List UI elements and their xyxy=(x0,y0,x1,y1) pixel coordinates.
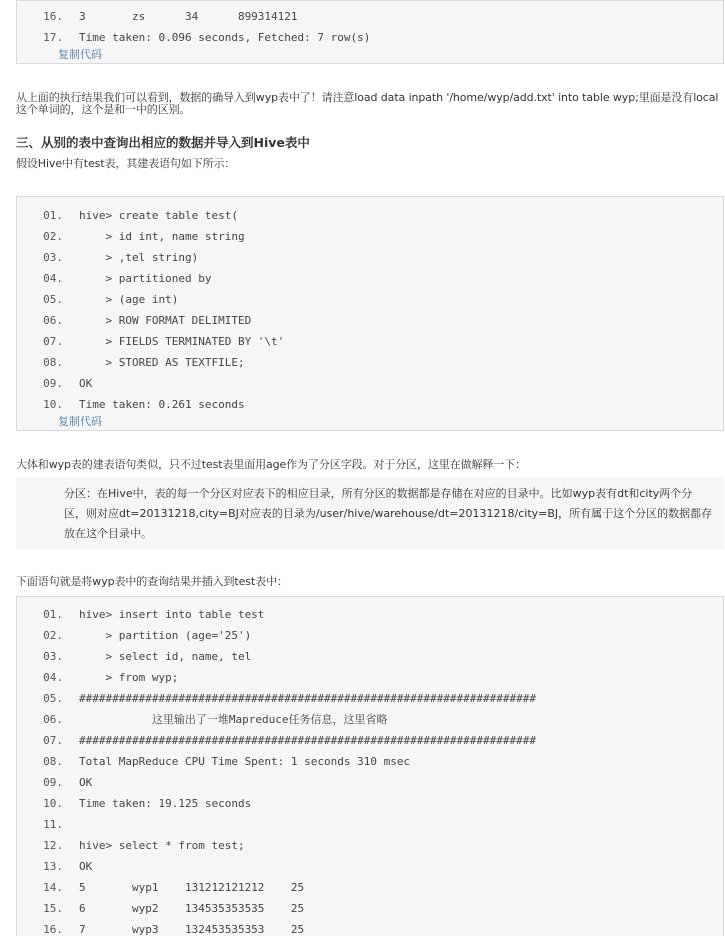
code-line xyxy=(17,898,723,919)
code-line xyxy=(17,352,723,373)
line-number: 17. xyxy=(43,31,63,44)
line-code: Total MapReduce CPU Time Spent: 1 seconds 310 msec xyxy=(79,755,411,768)
line-code: > ,tel string) xyxy=(79,251,199,264)
line-number: 02. xyxy=(43,629,63,642)
line-number: 07. xyxy=(43,734,63,747)
line-number: 15. xyxy=(43,902,63,915)
paragraph-result: 从上面的执行结果我们可以看到，数据的确导入到wyp表中了！请注意load data inpath '/home/wyp/add.txt' into table wyp;里面是没有local这个单词的，这个是和一中的区别。 xyxy=(16,91,719,116)
line-code: 3 zs 34 899314121 xyxy=(79,10,298,23)
code-lines xyxy=(17,604,723,936)
code-line xyxy=(17,688,723,709)
line-code: 7 wyp3 132453535353 25 xyxy=(79,923,305,936)
line-code: ##################################################################### xyxy=(79,692,536,705)
code-line xyxy=(17,646,723,667)
code-line xyxy=(17,247,723,268)
code-block-3 xyxy=(16,596,724,936)
code-line xyxy=(17,226,723,247)
code-line xyxy=(17,919,723,936)
line-number: 14. xyxy=(43,881,63,894)
code-line xyxy=(17,289,723,310)
copy-code-link[interactable]: 复制代码 xyxy=(58,48,102,61)
line-code: > from wyp; xyxy=(79,671,179,684)
line-number: 05. xyxy=(43,293,63,306)
line-code: > partition (age='25') xyxy=(79,629,252,642)
line-number: 04. xyxy=(43,671,63,684)
code-line xyxy=(17,835,723,856)
line-code: > partitioned by xyxy=(79,272,212,285)
code-line xyxy=(17,27,723,48)
line-number: 10. xyxy=(43,797,63,810)
line-code: hive> create table test( xyxy=(79,209,238,222)
code-line xyxy=(17,604,723,625)
code-line xyxy=(17,205,723,226)
code-line xyxy=(17,772,723,793)
line-number: 06. xyxy=(43,314,63,327)
line-code: OK xyxy=(79,377,93,390)
code-line xyxy=(17,6,723,27)
line-number: 02. xyxy=(43,230,63,243)
line-code: Time taken: 0.096 seconds, Fetched: 7 row(s) xyxy=(79,31,371,44)
line-number: 12. xyxy=(43,839,63,852)
code-line xyxy=(17,331,723,352)
line-number: 16. xyxy=(43,923,63,936)
line-code: 5 wyp1 131212121212 25 xyxy=(79,881,305,894)
code-line xyxy=(17,268,723,289)
code-block-1 xyxy=(16,0,724,64)
line-code: Time taken: 19.125 seconds xyxy=(79,797,252,810)
code-line xyxy=(17,751,723,772)
code-line xyxy=(17,625,723,646)
line-code: > ROW FORMAT DELIMITED xyxy=(79,314,252,327)
code-line xyxy=(17,814,723,835)
line-number: 05. xyxy=(43,692,63,705)
code-line xyxy=(17,394,723,415)
code-line xyxy=(17,877,723,898)
line-number: 01. xyxy=(43,608,63,621)
line-code: > FIELDS TERMINATED BY '\t' xyxy=(79,335,285,348)
code-line xyxy=(17,856,723,877)
line-number: 04. xyxy=(43,272,63,285)
line-number: 16. xyxy=(43,10,63,23)
code-block-2 xyxy=(16,196,724,431)
code-line xyxy=(17,793,723,814)
line-number: 03. xyxy=(43,650,63,663)
line-code: hive> insert into table test xyxy=(79,608,265,621)
code-lines xyxy=(17,205,723,415)
line-code: OK xyxy=(79,860,93,873)
line-code: 6 wyp2 134535353535 25 xyxy=(79,902,305,915)
line-code: > id int, name string xyxy=(79,230,245,243)
line-code xyxy=(63,814,723,835)
line-number: 09. xyxy=(43,377,63,390)
partition-quote: 分区：在Hive中，表的每一个分区对应表下的相应目录，所有分区的数据都是存储在对应的目录中。比如wyp表有dt和city两个分区，则对应dt=20131218,city=BJ对应表的目录为/user/hive/warehouse/dt=20131218/city=BJ，所有属于这个分区的数据都存放在这个目录中。 xyxy=(16,477,724,550)
code-line xyxy=(17,373,723,394)
paragraph-test-table: 假设Hive中有test表，其建表语句如下所示： xyxy=(16,157,236,170)
code-lines xyxy=(17,6,723,48)
line-code: OK xyxy=(79,776,93,789)
code-line xyxy=(17,667,723,688)
line-number: 11. xyxy=(43,818,63,831)
line-number: 10. xyxy=(43,398,63,411)
paragraph-insert: 下面语句就是将wyp表中的查询结果并插入到test表中： xyxy=(16,575,288,588)
line-code: 这里输出了一堆Mapreduce任务信息，这里省略 xyxy=(79,713,388,726)
line-code: > select id, name, tel xyxy=(79,650,252,663)
line-code: ##################################################################### xyxy=(79,734,536,747)
line-code: Time taken: 0.261 seconds xyxy=(79,398,245,411)
line-number: 13. xyxy=(43,860,63,873)
line-number: 06. xyxy=(43,713,63,726)
line-number: 09. xyxy=(43,776,63,789)
code-line xyxy=(17,730,723,751)
copy-code-link[interactable]: 复制代码 xyxy=(58,415,102,428)
line-code: hive> select * from test; xyxy=(79,839,245,852)
line-number: 01. xyxy=(43,209,63,222)
line-number: 03. xyxy=(43,251,63,264)
code-line xyxy=(17,709,723,730)
code-line xyxy=(17,310,723,331)
line-number: 08. xyxy=(43,755,63,768)
line-code: > STORED AS TEXTFILE; xyxy=(79,356,245,369)
line-number: 07. xyxy=(43,335,63,348)
line-code: > (age int) xyxy=(79,293,179,306)
paragraph-partition: 大体和wyp表的建表语句类似，只不过test表里面用age作为了分区字段。对于分区，这里在做解释一下： xyxy=(16,458,527,471)
section-heading: 三、从别的表中查询出相应的数据并导入到Hive表中 xyxy=(16,135,310,150)
line-number: 08. xyxy=(43,356,63,369)
